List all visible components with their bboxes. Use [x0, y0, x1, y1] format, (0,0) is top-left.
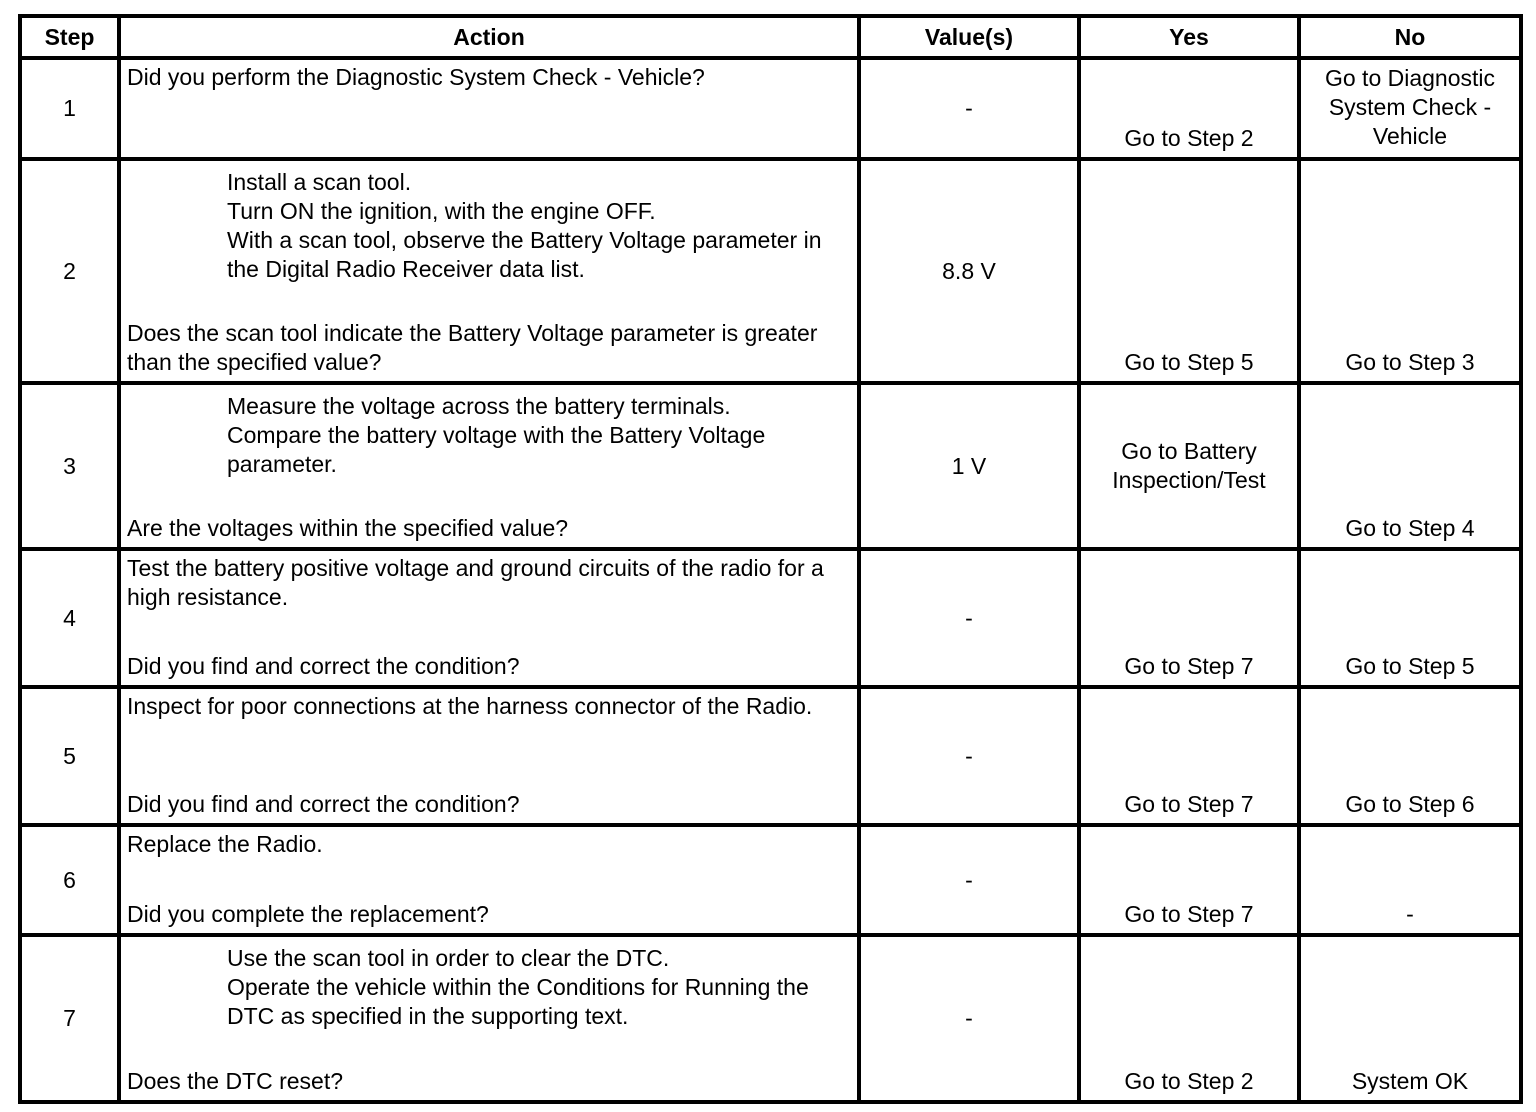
- table-row: [20, 159, 1521, 383]
- table-row: [20, 687, 1521, 825]
- action-question: Did you complete the replacement?: [127, 901, 489, 927]
- table-row: [20, 935, 1521, 1102]
- action-cell: [119, 383, 859, 549]
- action-cell: [119, 687, 859, 825]
- table-row: [20, 58, 1521, 159]
- action-substep: Measure the voltage across the battery terminals.: [227, 393, 731, 419]
- yes-cell: Go to Step 7: [1079, 549, 1299, 687]
- value-cell: -: [859, 687, 1079, 825]
- action-text: Did you perform the Diagnostic System Check - Vehicle?: [127, 64, 705, 90]
- header-values: Value(s): [859, 16, 1079, 58]
- action-question: Does the scan tool indicate the Battery Voltage parameter is greater than the specified value?: [127, 320, 818, 375]
- action-substep: Turn ON the ignition, with the engine OFF.: [227, 198, 656, 224]
- action-cell: [119, 58, 859, 159]
- step-number: 1: [20, 58, 119, 159]
- no-cell: -: [1299, 825, 1521, 935]
- action-substep: Install a scan tool.: [227, 169, 412, 195]
- no-cell: Go to Step 3: [1299, 159, 1521, 383]
- action-cell: [119, 935, 859, 1102]
- action-substep: With a scan tool, observe the Battery Voltage parameter in the Digital Radio Receiver data list.: [227, 227, 822, 282]
- yes-cell: Go to Step 7: [1079, 825, 1299, 935]
- action-question: Did you find and correct the condition?: [127, 653, 520, 679]
- action-cell: [119, 159, 859, 383]
- action-question: Are the voltages within the specified value?: [127, 515, 569, 541]
- step-number: 2: [20, 159, 119, 383]
- table-row: [20, 825, 1521, 935]
- yes-cell: Go to Battery Inspection/Test: [1079, 383, 1299, 549]
- diagnostic-table: [18, 14, 1523, 1104]
- no-cell: Go to Step 4: [1299, 383, 1521, 549]
- action-text: Test the battery positive voltage and ground circuits of the radio for a high resistance.: [127, 555, 824, 610]
- table-row: [20, 383, 1521, 549]
- no-cell: Go to Step 5: [1299, 549, 1521, 687]
- table-row: [20, 549, 1521, 687]
- value-cell: -: [859, 549, 1079, 687]
- action-cell: [119, 549, 859, 687]
- header-action: Action: [119, 16, 859, 58]
- action-substep: Use the scan tool in order to clear the DTC.: [227, 945, 670, 971]
- step-number: 4: [20, 549, 119, 687]
- action-question: Does the DTC reset?: [127, 1068, 344, 1094]
- step-number: 7: [20, 935, 119, 1102]
- action-cell: [119, 825, 859, 935]
- header-no: No: [1299, 16, 1521, 58]
- value-cell: -: [859, 58, 1079, 159]
- action-text: Replace the Radio.: [127, 831, 323, 857]
- step-number: 3: [20, 383, 119, 549]
- yes-cell: Go to Step 2: [1079, 935, 1299, 1102]
- header-row: [20, 16, 1521, 58]
- yes-cell: Go to Step 5: [1079, 159, 1299, 383]
- no-cell: Go to Step 6: [1299, 687, 1521, 825]
- header-step: Step: [20, 16, 119, 58]
- value-cell: 8.8 V: [859, 159, 1079, 383]
- no-cell: System OK: [1299, 935, 1521, 1102]
- value-cell: -: [859, 825, 1079, 935]
- yes-cell: Go to Step 2: [1079, 58, 1299, 159]
- action-question: Did you find and correct the condition?: [127, 791, 520, 817]
- no-cell: Go to Diagnostic System Check - Vehicle: [1299, 58, 1521, 159]
- step-number: 6: [20, 825, 119, 935]
- value-cell: -: [859, 935, 1079, 1102]
- yes-cell: Go to Step 7: [1079, 687, 1299, 825]
- action-substep: Operate the vehicle within the Conditions for Running the DTC as specified in the supporting text.: [227, 974, 809, 1029]
- step-number: 5: [20, 687, 119, 825]
- value-cell: 1 V: [859, 383, 1079, 549]
- header-yes: Yes: [1079, 16, 1299, 58]
- action-substep: Compare the battery voltage with the Battery Voltage parameter.: [227, 422, 766, 477]
- action-text: Inspect for poor connections at the harness connector of the Radio.: [127, 693, 813, 719]
